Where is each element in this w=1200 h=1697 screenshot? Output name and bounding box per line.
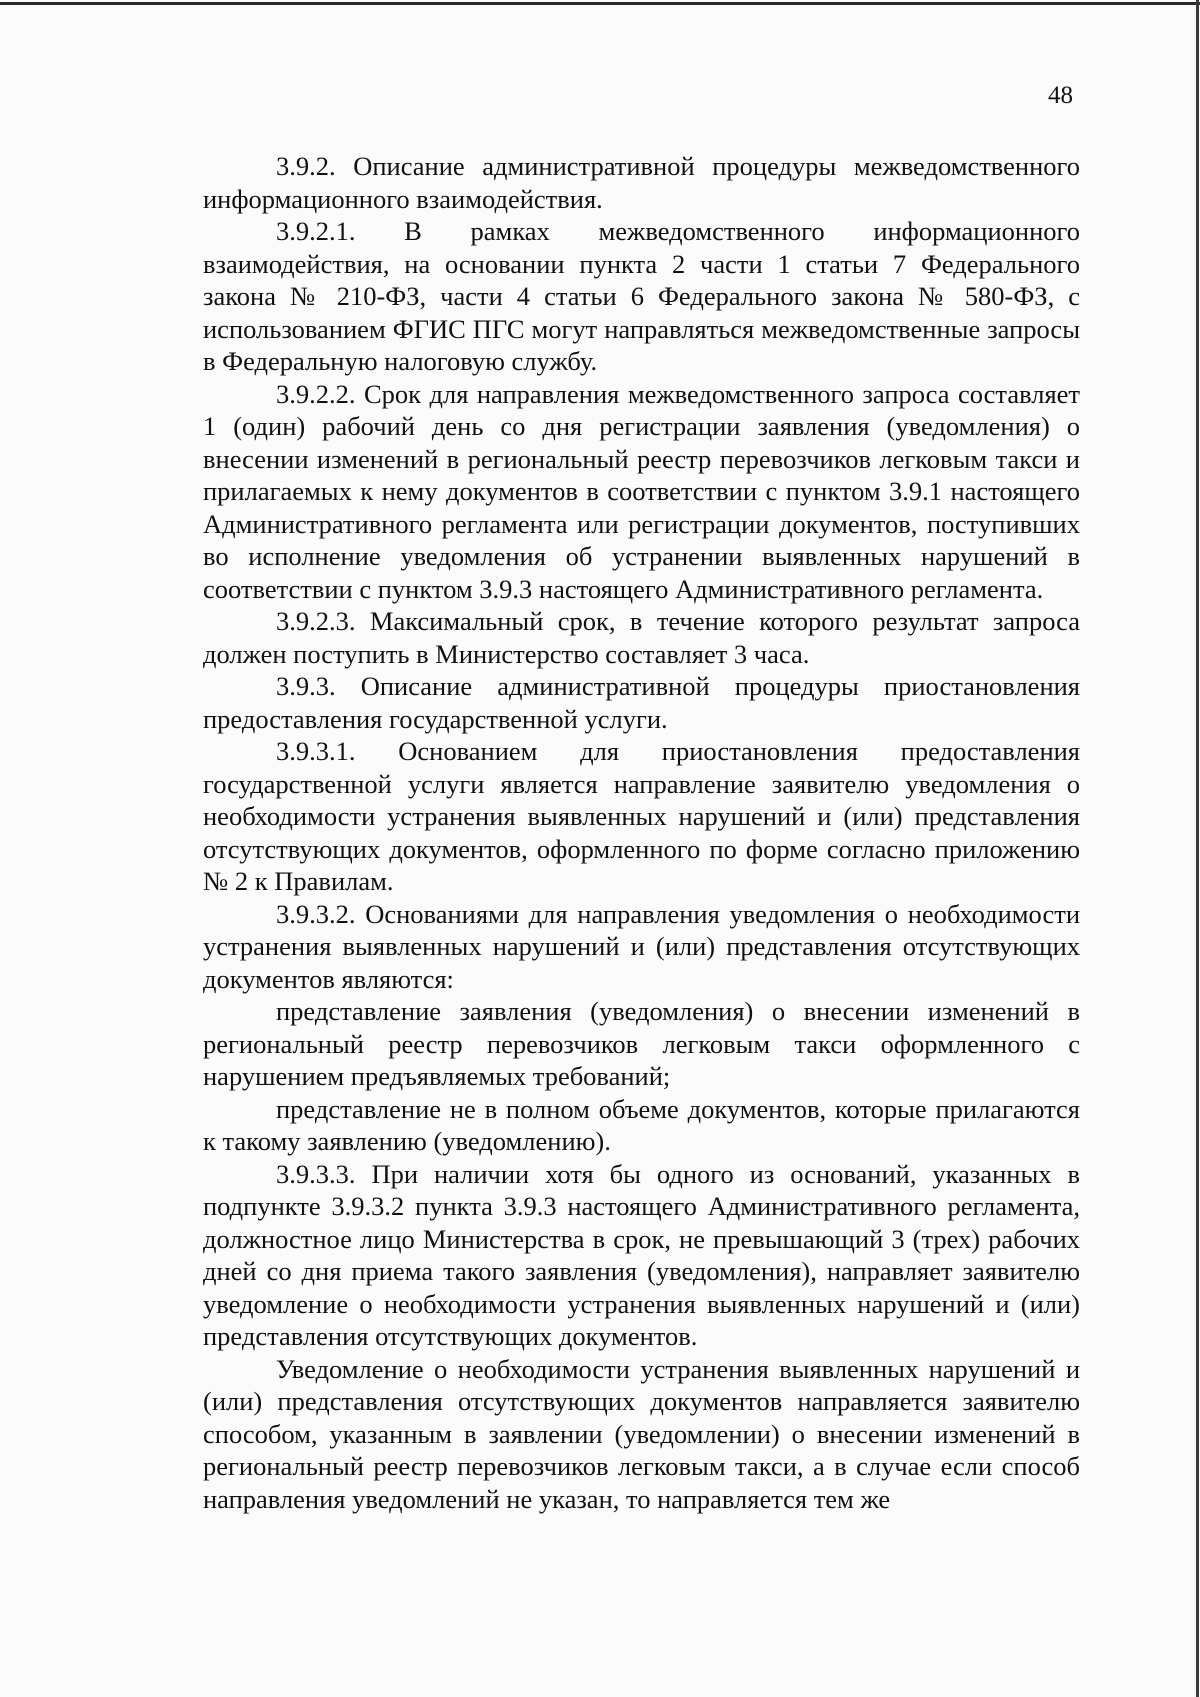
paragraph-notification: Уведомление о необходимости устранения выявленных нарушений и (или) представления отсутствующих документов направляется заявителю способом, указанным в заявлении (уведомлении) о внесении изменений в региональный реестр перевозчиков легковым такси, а в случае если способ направления уведомлений не указан, то направляется тем же (203, 1353, 1080, 1514)
list-item-ground-1: представление заявления (уведомления) о внесении изменений в региональный реестр перевозчиков легковым такси оформленного с нарушением предъявляемых требований; (203, 996, 1080, 1091)
list-item-ground-2: представление не в полном объеме документов, которые прилагаются к такому заявлению (уведомлению). (203, 1093, 1080, 1156)
scan-top-edge (0, 2, 1200, 5)
paragraph-3-9-3-1: 3.9.3.1. Основанием для приостановления предоставления государственной услуги является направление заявителю уведомления о необходимости устранения выявленных нарушений и (или) представления отсутствующих документов, оформленного по форме согласно приложению № 2 к Правилам. (203, 736, 1080, 896)
paragraph-3-9-3: 3.9.3. Описание административной процедуры приостановления предоставления государственной услуги. (203, 671, 1080, 734)
page-number: 48 (1048, 82, 1073, 109)
paragraph-3-9-2-1: 3.9.2.1. В рамках межведомственного информационного взаимодействия, на основании пункта 2 части 1 статьи 7 Федерального закона № 210-ФЗ, части 4 статьи 6 Федерального закона № 580-ФЗ, с использованием ФГИС ПГС могут направляться межведомственные запросы в Федеральную налоговую службу. (203, 216, 1080, 376)
scan-right-edge (1196, 0, 1199, 1697)
paragraph-3-9-3-3: 3.9.3.3. При наличии хотя бы одного из оснований, указанных в подпункте 3.9.3.2 пункта 3.9.3 настоящего Административного регламента, должностное лицо Министерства в срок, не превышающий 3 (трех) рабочих дней со дня приема такого заявления (уведомления), направляет заявителю уведомление о необходимости устранения выявленных нарушений и (или) представления отсутствующих документов. (203, 1158, 1080, 1351)
paragraph-3-9-2-2: 3.9.2.2. Срок для направления межведомственного запроса составляет 1 (один) рабочий день со дня регистрации заявления (уведомления) о внесении изменений в региональный реестр перевозчиков легковым такси и прилагаемых к нему документов в соответствии с пунктом 3.9.1 настоящего Административного регламента или регистрации документов, поступивших во исполнение уведомления об устранении выявленных нарушений в соответствии с пунктом 3.9.3 настоящего Административного регламента. (203, 378, 1080, 604)
paragraph-3-9-2: 3.9.2. Описание административной процедуры межведомственного информационного взаимодействия. (203, 151, 1080, 214)
document-body (203, 150, 1080, 1515)
paragraph-3-9-3-2: 3.9.3.2. Основаниями для направления уведомления о необходимости устранения выявленных нарушений и (или) представления отсутствующих документов являются: (203, 898, 1080, 994)
paragraph-3-9-2-3: 3.9.2.3. Максимальный срок, в течение которого результат запроса должен поступить в Министерство составляет 3 часа. (203, 606, 1080, 669)
